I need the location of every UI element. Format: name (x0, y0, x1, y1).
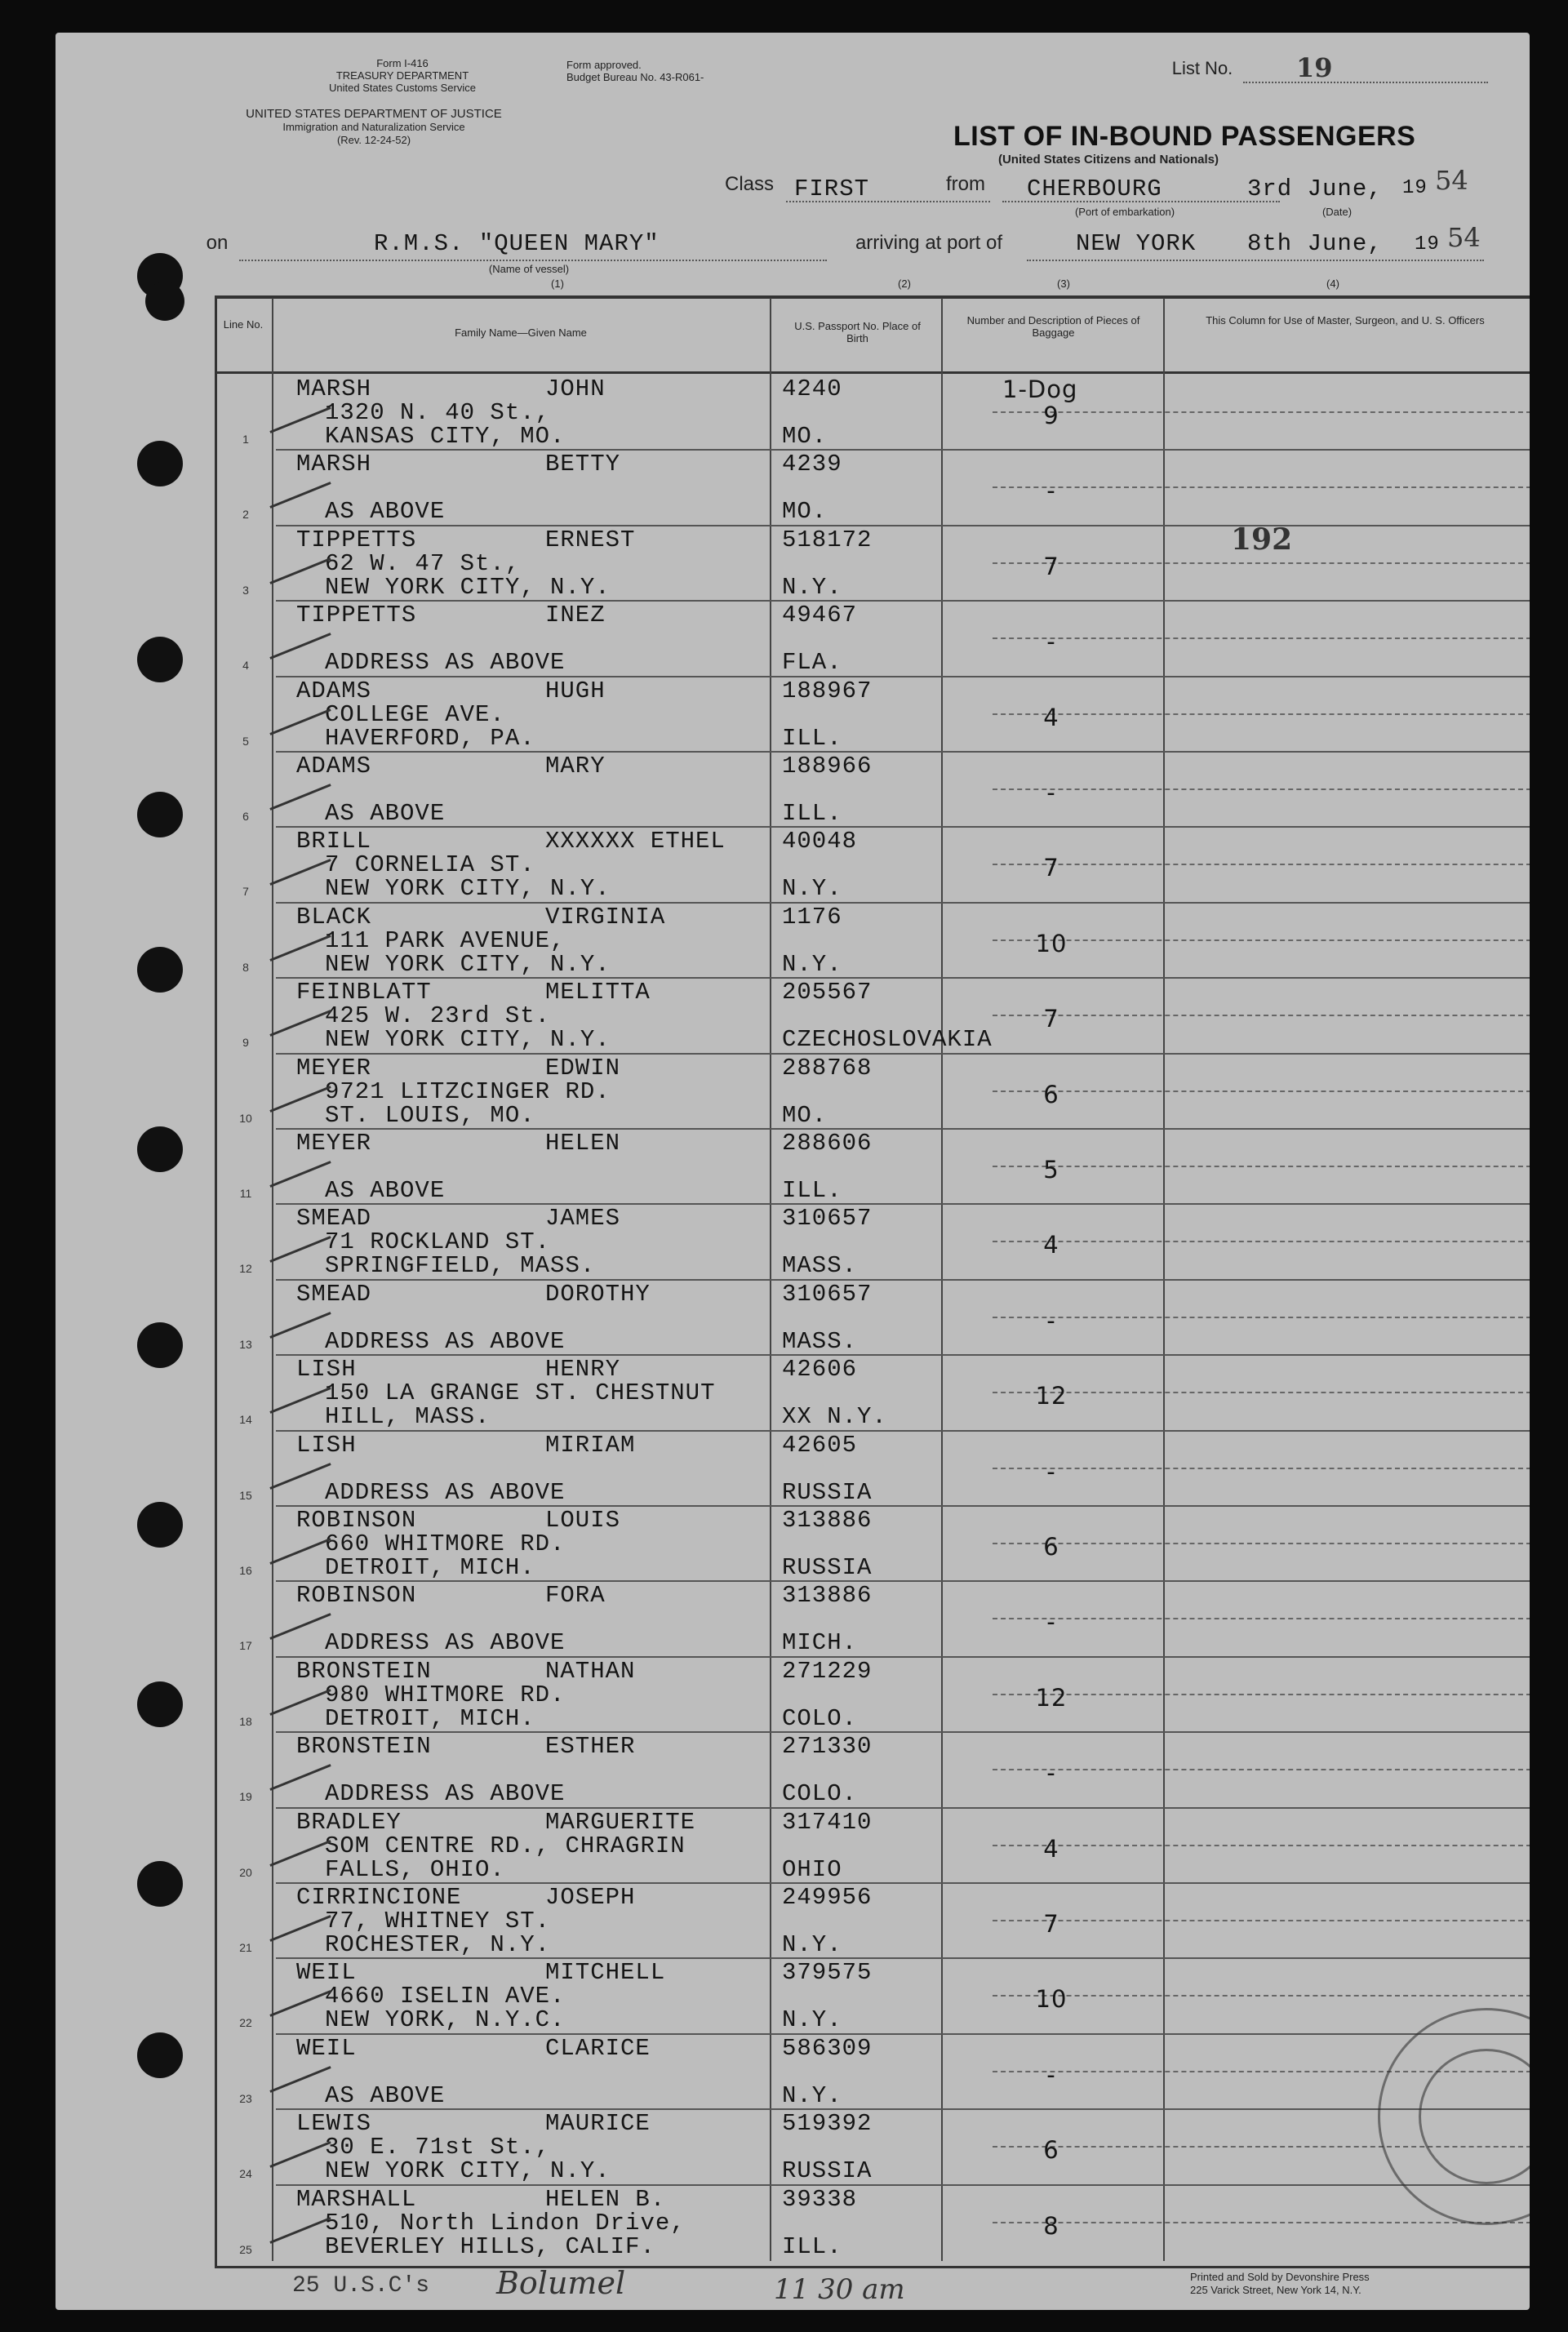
address-line-2: SPRINGFIELD, MASS. (325, 1252, 596, 1280)
given-name: MITCHELL (545, 1959, 666, 1987)
passport-number: 518172 (782, 526, 873, 553)
baggage-count: 4 (1043, 1231, 1059, 1259)
revision: (Rev. 12-24-52) (336, 134, 411, 146)
passport-number: 205567 (782, 979, 873, 1006)
punch-hole (137, 441, 183, 486)
place-of-birth: N.Y. (782, 1931, 842, 1958)
address-line-2: FALLS, OHIO. (325, 1855, 505, 1883)
line-number: 9 (242, 1036, 249, 1050)
line-number: 4 (242, 659, 249, 673)
place-of-birth: MASS. (782, 1252, 858, 1280)
baggage-count: 12 (1035, 1683, 1068, 1712)
address-line-1: COLLEGE AVE. (325, 700, 505, 728)
on-label: on (206, 232, 229, 254)
line-number: 23 (239, 2091, 252, 2105)
address-line-1: 71 ROCKLAND ST. (325, 1228, 551, 1256)
given-name: VIRGINIA (545, 903, 666, 931)
row-divider (276, 525, 1530, 526)
place-of-birth: ILL. (782, 2232, 842, 2260)
line-number: 8 (242, 960, 249, 974)
given-name: MARY (545, 753, 606, 780)
given-name: JAMES (545, 1205, 621, 1233)
inspection-time: 11 30 am (774, 2273, 905, 2306)
punch-hole (137, 2032, 183, 2078)
address-line-2: KANSAS CITY, MO. (325, 423, 566, 450)
row-divider (276, 1656, 1530, 1658)
address-line-1: 1320 N. 40 St., (325, 399, 551, 426)
family-name: CIRRINCIONE (296, 1884, 462, 1911)
line-number: 10 (239, 1111, 252, 1125)
row-divider (276, 1354, 1530, 1356)
passport-number: 310657 (782, 1205, 873, 1233)
address-line-1: 30 E. 71st St., (325, 2134, 551, 2161)
class-label: Class (724, 173, 774, 195)
row-divider (276, 902, 1530, 904)
row-divider (276, 1957, 1530, 1959)
family-name: WEIL (296, 2034, 357, 2062)
punch-hole (137, 1322, 183, 1368)
total-citizens: 25 U.S.C's (292, 2273, 430, 2299)
family-name: TIPPETTS (296, 602, 417, 629)
given-name: DOROTHY (545, 1280, 651, 1308)
passport-number: 271229 (782, 1657, 873, 1685)
place-of-birth: COLO. (782, 1704, 858, 1732)
family-name: LEWIS (296, 2110, 372, 2138)
address-line-2: HAVERFORD, PA. (325, 724, 535, 752)
passport-number: 379575 (782, 1959, 873, 1987)
given-name: NATHAN (545, 1657, 636, 1685)
given-name: BETTY (545, 451, 621, 478)
given-name: INEZ (545, 602, 606, 629)
row-divider (276, 600, 1530, 602)
header-rule (215, 371, 1530, 374)
col-header-baggage: Number and Description of Pieces of Baggage (966, 314, 1140, 339)
baggage-count: 12 (1035, 1382, 1068, 1410)
row-divider (276, 1203, 1530, 1205)
punch-hole (137, 1502, 183, 1548)
passport-number: 288768 (782, 1054, 873, 1082)
line-number: 20 (239, 1865, 252, 1879)
family-name: MARSH (296, 451, 372, 478)
baggage-count: 6 (1043, 2136, 1059, 2165)
baggage-count: - (1046, 779, 1056, 806)
address-line-2: HILL, MASS. (325, 1403, 491, 1431)
address-line-2: BEVERLEY HILLS, CALIF. (325, 2232, 655, 2260)
line-number: 21 (239, 1941, 252, 1954)
col-num-4: (4) (1326, 278, 1339, 290)
place-of-birth: N.Y. (782, 875, 842, 903)
row-divider (276, 751, 1530, 753)
passport-number: 42605 (782, 1431, 858, 1459)
line-number: 5 (242, 734, 249, 748)
arrival-year-suffix: 54 (1447, 222, 1481, 253)
address-line-1: 9721 LITZCINGER RD. (325, 1077, 611, 1105)
family-name: ADAMS (296, 753, 372, 780)
row-divider (276, 1128, 1530, 1130)
passport-number: 188966 (782, 753, 873, 780)
family-name: BRONSTEIN (296, 1657, 432, 1685)
place-of-birth: ILL. (782, 800, 842, 827)
line-number: 24 (239, 2167, 252, 2181)
passport-number: 4240 (782, 375, 842, 402)
doj-label: UNITED STATES DEPARTMENT OF JUSTICE (246, 107, 502, 121)
baggage-count: - (1046, 477, 1056, 505)
address-line-2: ST. LOUIS, MO. (325, 1101, 535, 1129)
page-subtitle: (United States Citizens and Nationals) (997, 153, 1219, 167)
family-name: TIPPETTS (296, 526, 417, 553)
family-name: LISH (296, 1356, 357, 1384)
given-name: JOHN (545, 375, 606, 402)
family-name: SMEAD (296, 1205, 372, 1233)
address-line-1: 77, WHITNEY ST. (325, 1908, 551, 1934)
baggage-count: - (1046, 2060, 1056, 2089)
address-line-2: ADDRESS AS ABOVE (325, 1327, 566, 1355)
row-divider (276, 1807, 1530, 1809)
col-header-passport: U.S. Passport No. Place of Birth (794, 320, 921, 344)
family-name: ROBINSON (296, 1507, 417, 1534)
punch-hole (137, 637, 183, 682)
place-of-birth: FLA. (782, 649, 842, 677)
address-line-2: ADDRESS AS ABOVE (325, 649, 566, 677)
address-line-1: 510, North Lindon Drive, (325, 2209, 686, 2236)
row-divider (276, 2184, 1530, 2186)
place-of-birth: MASS. (782, 1327, 858, 1355)
officer-signature: Bolumel (496, 2265, 626, 2301)
baggage-count: - (1046, 628, 1056, 656)
page-title: LIST OF IN-BOUND PASSENGERS (953, 121, 1416, 152)
baggage-count: 6 (1043, 1080, 1059, 1108)
family-name: MEYER (296, 1054, 372, 1082)
place-of-birth: MICH. (782, 1629, 858, 1657)
address-line-1: SOM CENTRE RD., CHRAGRIN (325, 1832, 686, 1859)
place-of-birth: MO. (782, 1101, 828, 1129)
list-no-label: List No. (1171, 58, 1233, 78)
family-name: BRONSTEIN (296, 1733, 432, 1761)
col-header-officers: This Column for Use of Master, Surgeon, and U. S. Officers (1206, 314, 1485, 326)
arrival-line (1027, 260, 1484, 261)
departure-date: 3rd June, (1247, 175, 1383, 202)
place-of-birth: OHIO (782, 1855, 842, 1883)
address-line-1: 7 CORNELIA ST. (325, 851, 535, 879)
passport-number: 519392 (782, 2110, 873, 2138)
form-approved: Form approved. (566, 59, 642, 71)
punch-hole (137, 1126, 183, 1172)
given-name: ERNEST (545, 526, 636, 553)
family-name: BRADLEY (296, 1808, 402, 1836)
class-value: FIRST (794, 175, 870, 202)
passport-number: 271330 (782, 1733, 873, 1761)
vessel-name: R.M.S. "QUEEN MARY" (374, 230, 660, 257)
col-header-name: Family Name—Given Name (455, 326, 587, 339)
passport-number: 310657 (782, 1280, 873, 1308)
family-name: ADAMS (296, 677, 372, 704)
arrival-date: 8th June, (1247, 230, 1383, 257)
col-header-line-no: Line No. (223, 318, 264, 331)
row-divider (276, 1430, 1530, 1432)
place-of-birth: N.Y. (782, 573, 842, 601)
line-number: 7 (242, 885, 249, 899)
line-number: 18 (239, 1714, 252, 1728)
passport-number: 1176 (782, 903, 842, 931)
place-of-birth: MO. (782, 423, 828, 450)
printer-line-1: Printed and Sold by Devonshire Press (1190, 2271, 1370, 2283)
address-line-1: 111 PARK AVENUE, (325, 926, 566, 954)
row-divider (276, 2108, 1530, 2110)
line-number: 22 (239, 2016, 252, 2030)
row-divider (276, 977, 1530, 979)
place-of-birth: RUSSIA (782, 1478, 873, 1506)
arrival-year-prefix: 19 (1415, 233, 1440, 255)
address-line-1: 62 W. 47 St., (325, 549, 521, 577)
passport-number: 40048 (782, 828, 858, 855)
address-line-2: NEW YORK, N.Y.C. (325, 2006, 566, 2034)
address-line-2: ROCHESTER, N.Y. (325, 1931, 551, 1958)
row-divider (276, 1279, 1530, 1281)
row-divider (276, 2033, 1530, 2035)
address-line-1: 4660 ISELIN AVE. (325, 1983, 566, 2010)
place-of-birth: COLO. (782, 1780, 858, 1808)
port-embarkation: CHERBOURG (1027, 175, 1162, 202)
budget-bureau: Budget Bureau No. 43-R061- (566, 71, 704, 83)
place-of-birth: ILL. (782, 724, 842, 752)
baggage-count: 7 (1043, 1005, 1059, 1033)
line-number: 13 (239, 1337, 252, 1351)
place-of-birth: N.Y. (782, 2006, 842, 2034)
passport-number: 317410 (782, 1808, 873, 1836)
address-line-2: ADDRESS AS ABOVE (325, 1478, 566, 1506)
place-of-birth: ILL. (782, 1177, 842, 1204)
col-num-1: (1) (551, 278, 564, 290)
address-line-2: AS ABOVE (325, 498, 446, 526)
given-name: HELEN B. (545, 2185, 666, 2213)
line-number: 25 (239, 2242, 252, 2256)
officer-note: 192 (1231, 522, 1293, 557)
line-number: 12 (239, 1262, 252, 1276)
family-name: WEIL (296, 1959, 357, 1987)
row-divider (276, 1731, 1530, 1733)
col-divider (272, 298, 273, 2261)
baggage-count: - (1046, 1608, 1056, 1637)
place-of-birth: CZECHOSLOVAKIA (782, 1026, 993, 1054)
address-line-2: DETROIT, MICH. (325, 1704, 535, 1732)
line-number: 3 (242, 583, 249, 597)
baggage-count: - (1046, 1457, 1056, 1486)
baggage-count: 7 (1043, 552, 1059, 580)
family-name: MEYER (296, 1130, 372, 1157)
manifest-page (56, 33, 1530, 2310)
form-number: Form I-416 (376, 57, 429, 69)
given-name: XXXXXX ETHEL (545, 828, 726, 855)
address-line-2: AS ABOVE (325, 2081, 446, 2109)
baggage-extra: 1-Dog (1002, 375, 1078, 403)
place-of-birth: N.Y. (782, 2081, 842, 2109)
given-name: MARGUERITE (545, 1808, 696, 1836)
family-name: BRILL (296, 828, 372, 855)
customs-service: United States Customs Service (329, 82, 476, 94)
line-number: 1 (242, 433, 249, 446)
given-name: MELITTA (545, 979, 651, 1006)
passport-number: 49467 (782, 602, 858, 629)
given-name: MAURICE (545, 2110, 651, 2138)
ins-label: Immigration and Naturalization Service (282, 121, 465, 133)
address-line-2: NEW YORK CITY, N.Y. (325, 1026, 611, 1054)
address-line-1: 980 WHITMORE RD. (325, 1681, 566, 1708)
printer-line-2: 225 Varick Street, New York 14, N.Y. (1190, 2284, 1361, 2296)
row-divider (276, 1053, 1530, 1055)
given-name: LOUIS (545, 1507, 621, 1534)
family-name: SMEAD (296, 1280, 372, 1308)
vessel-caption: (Name of vessel) (488, 263, 570, 275)
row-divider (276, 1505, 1530, 1507)
family-name: FEINBLATT (296, 979, 432, 1006)
row-divider (276, 676, 1530, 677)
family-name: ROBINSON (296, 1582, 417, 1610)
line-number: 11 (239, 1187, 252, 1200)
address-line-2: AS ABOVE (325, 800, 446, 827)
address-line-2: ADDRESS AS ABOVE (325, 1780, 566, 1808)
punch-hole (137, 792, 183, 837)
place-of-birth: RUSSIA (782, 2157, 873, 2185)
passport-number: 586309 (782, 2034, 873, 2062)
baggage-count: 6 (1043, 1533, 1059, 1561)
passport-number: 313886 (782, 1582, 873, 1610)
row-divider (276, 826, 1530, 828)
given-name: HELEN (545, 1130, 621, 1157)
address-line-2: NEW YORK CITY, N.Y. (325, 950, 611, 978)
place-of-birth: XX N.Y. (782, 1403, 887, 1431)
line-number: 16 (239, 1564, 252, 1577)
address-line-1: 150 LA GRANGE ST. CHESTNUT (325, 1379, 716, 1407)
place-of-birth: N.Y. (782, 950, 842, 978)
baggage-count: 4 (1043, 703, 1059, 731)
given-name: ESTHER (545, 1733, 636, 1761)
address-line-1: 660 WHITMORE RD. (325, 1530, 566, 1557)
family-name: LISH (296, 1431, 357, 1459)
passport-number: 249956 (782, 1884, 873, 1911)
given-name: CLARICE (545, 2034, 651, 2062)
row-divider (276, 1882, 1530, 1884)
baggage-count: 5 (1043, 1156, 1059, 1184)
family-name: MARSHALL (296, 2185, 417, 2213)
punch-hole (137, 947, 183, 993)
family-name: BLACK (296, 903, 372, 931)
passport-number: 288606 (782, 1130, 873, 1157)
address-line-2: NEW YORK CITY, N.Y. (325, 573, 611, 601)
passport-number: 188967 (782, 677, 873, 704)
given-name: HUGH (545, 677, 606, 704)
baggage-count: 7 (1043, 1910, 1059, 1938)
given-name: MIRIAM (545, 1431, 636, 1459)
given-name: EDWIN (545, 1054, 621, 1082)
row-divider (276, 449, 1530, 451)
place-of-birth: RUSSIA (782, 1554, 873, 1581)
col-num-2: (2) (898, 278, 911, 290)
punch-hole (137, 1681, 183, 1727)
baggage-count: 7 (1043, 854, 1059, 882)
baggage-count: 4 (1043, 1834, 1059, 1863)
address-line-2: AS ABOVE (325, 1177, 446, 1204)
line-number: 2 (242, 508, 249, 522)
line-number: 19 (239, 1790, 252, 1804)
given-name: HENRY (545, 1356, 621, 1384)
place-of-birth: MO. (782, 498, 828, 526)
arriving-label: arriving at port of (855, 232, 1003, 254)
passport-number: 42606 (782, 1356, 858, 1384)
address-line-2: ADDRESS AS ABOVE (325, 1629, 566, 1657)
from-label: from (946, 173, 985, 195)
passport-number: 39338 (782, 2185, 858, 2213)
address-line-2: NEW YORK CITY, N.Y. (325, 2157, 611, 2185)
baggage-count: - (1046, 1306, 1056, 1335)
passport-number: 4239 (782, 451, 842, 478)
list-no-line (1243, 82, 1488, 83)
punch-hole (137, 1861, 183, 1907)
arrival-port: NEW YORK (1076, 230, 1197, 257)
baggage-count: 10 (1035, 929, 1068, 957)
given-name: JOSEPH (545, 1884, 636, 1911)
col-num-3: (3) (1057, 278, 1070, 290)
line-number: 15 (239, 1488, 252, 1502)
baggage-count: - (1046, 1759, 1056, 1788)
given-name: FORA (545, 1582, 606, 1610)
row-divider (276, 1580, 1530, 1582)
date-caption: (Date) (1321, 206, 1353, 218)
line-number: 17 (239, 1639, 252, 1653)
treasury-dept: TREASURY DEPARTMENT (335, 69, 469, 82)
year-prefix: 19 (1402, 177, 1428, 199)
address-line-2: DETROIT, MICH. (325, 1554, 535, 1581)
passport-number: 313886 (782, 1507, 873, 1534)
line-number: 14 (239, 1413, 252, 1427)
baggage-count: 8 (1043, 2211, 1059, 2240)
family-name: MARSH (296, 375, 372, 402)
address-line-1: 425 W. 23rd St. (325, 1002, 551, 1030)
punch-hole (145, 282, 184, 321)
list-no-value: 19 (1296, 52, 1333, 83)
baggage-count: 10 (1035, 1985, 1068, 2014)
line-number: 6 (242, 810, 249, 823)
baggage-count: 9 (1043, 402, 1059, 429)
embark-caption: (Port of embarkation) (1074, 206, 1175, 218)
year-suffix: 54 (1435, 165, 1468, 196)
vessel-line (239, 260, 827, 261)
address-line-2: NEW YORK CITY, N.Y. (325, 875, 611, 903)
